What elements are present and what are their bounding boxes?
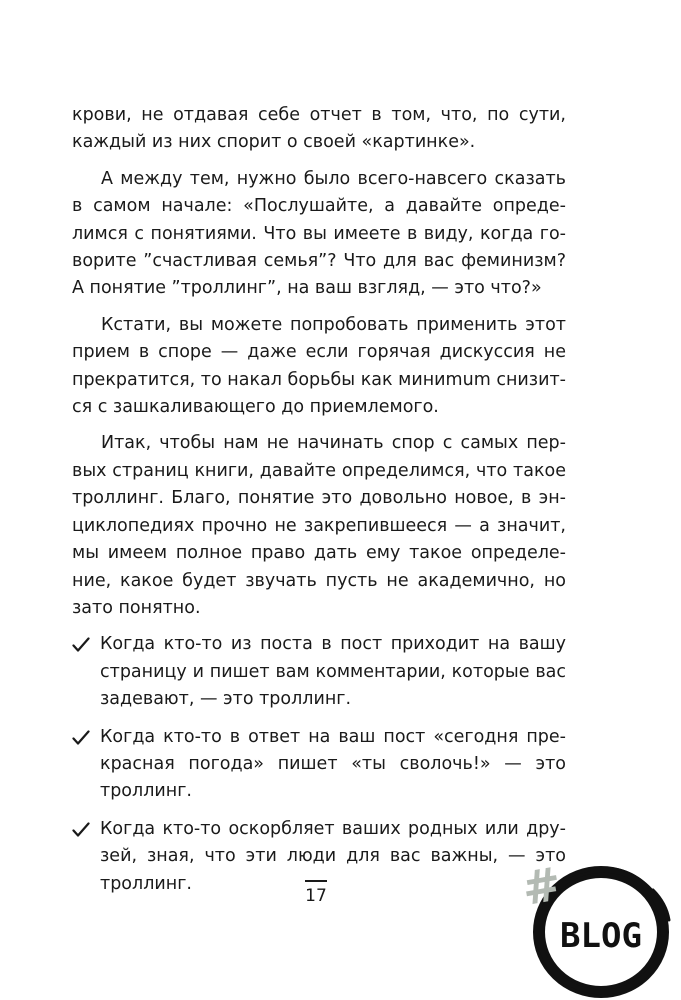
checklist-item-text: Когда кто-то в ответ на ваш пост «сегодня прекрасная погода» пишет «ты сволочь!» — это троллинг. [100, 726, 566, 802]
checkmark-icon [72, 822, 90, 838]
blog-badge [503, 850, 681, 1000]
checkmark-icon [72, 730, 90, 746]
checklist-item [72, 724, 566, 806]
blog-label: BLOG [560, 916, 642, 956]
paragraph: Кстати, вы можете попробовать применить этот прием в споре — даже если горячая дискуссия не прекратится, то накал борьбы как миниmum снизится с зашкаливающего до приемлемого. [72, 314, 566, 418]
hashtag-icon: # [517, 856, 566, 917]
paragraph: Итак, чтобы нам не начинать спор с самых первых страниц книги, давайте определимся, что такое троллинг. Благо, понятие это довольно новое, в энциклопедиях прочно не закрепившееся — а значит, мы имеем полное право дать ему такое определение, какое будет звучать пусть не академично, но зато понятно. [72, 433, 566, 618]
paragraph: А между тем, нужно было всего-навсего сказать в самом начале: «Послушайте, а давайте определимся с понятиями. Что вы имеете в виду, когда говорите ”счастливая семья”? Что для вас феминизм? А понятие ”троллинг”, на ваш взгляд, — это что?» [72, 168, 566, 299]
paragraph: крови, не отдавая себе отчет в том, что, по сути, каждый из них спорит о своей «картинке». [72, 105, 566, 153]
checklist-item [72, 631, 566, 713]
checklist-item-text: Когда кто-то оскорбляет ваших родных или друзей, зная, что эти люди для вас важны, — это троллинг. [100, 818, 566, 894]
checkmark-icon [72, 637, 90, 653]
page-number: 17 [305, 886, 327, 906]
body-text [72, 102, 566, 908]
checklist-item-text: Когда кто-то из поста в пост приходит на вашу страницу и пишет вам комментарии, которые вас задевают, — это троллинг. [100, 634, 566, 710]
page-number-rule [305, 880, 327, 882]
checklist [72, 631, 566, 898]
